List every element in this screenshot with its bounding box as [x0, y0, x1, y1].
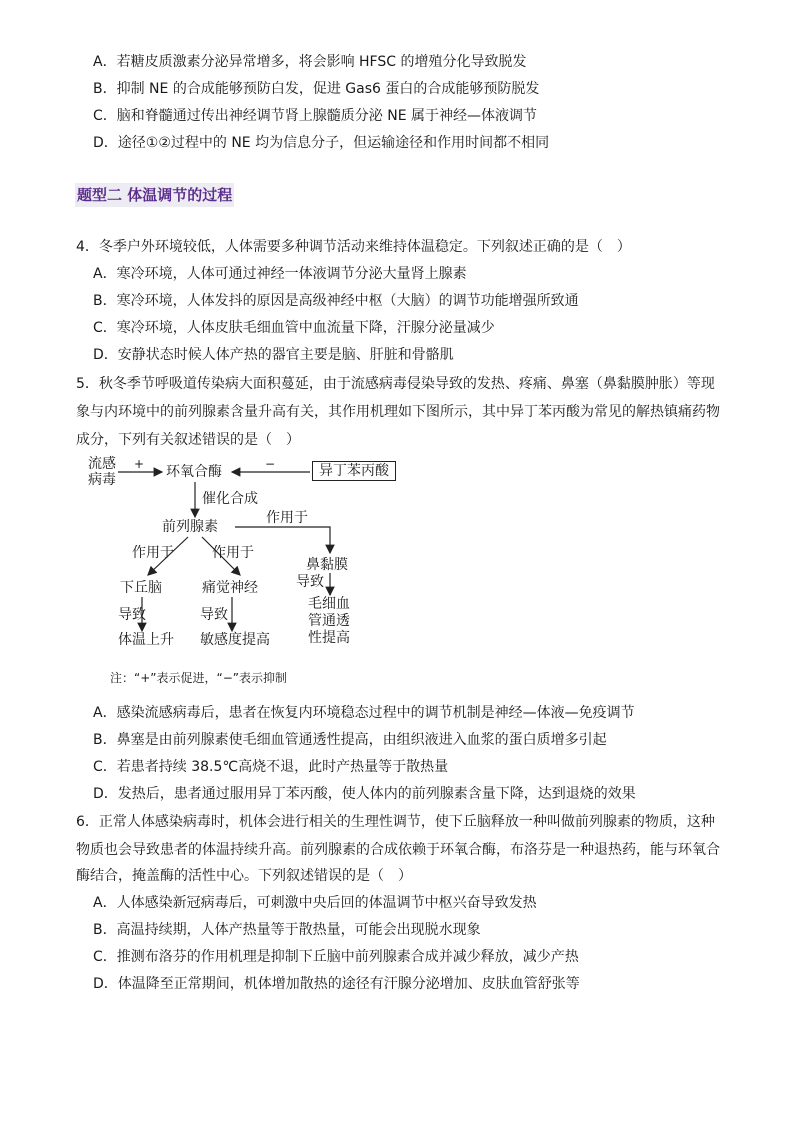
q4-option-a: A．寒冷环境，人体可通过神经一体液调节分泌大量肾上腺素	[93, 266, 467, 282]
leads-label-3: 导致	[296, 574, 324, 590]
q5-stem-line-3: 成分，下列有关叙述错误的是（ ）	[76, 432, 300, 448]
prostaglandin-label: 前列腺素	[162, 519, 218, 535]
q3-option-b: B．抑制 NE 的合成能够预防白发，促进 Gas6 蛋白的合成能够预防脱发	[93, 81, 540, 97]
q5-option-c: C．若患者持续 38.5℃高烧不退，此时产热量等于散热量	[93, 759, 449, 775]
nasal-label: 鼻黏膜	[306, 557, 348, 573]
leads-label-1: 导致	[118, 607, 146, 623]
q6-option-a: A．人体感染新冠病毒后，可刺激中央后回的体温调节中枢兴奋导致发热	[93, 895, 537, 911]
capillary-label-line-1: 毛细血	[308, 596, 350, 612]
q4-option-d: D．安静状态时候人体产热的器官主要是脑、肝脏和骨骼肌	[93, 347, 454, 363]
acts-on-left-label: 作用于	[132, 545, 174, 561]
sensitivity-label: 敏感度提高	[200, 632, 270, 648]
q3-option-a: A．若糖皮质激素分泌异常增多，将会影响 HFSC 的增殖分化导致脱发	[93, 54, 527, 70]
leads-label-2: 导致	[200, 607, 228, 623]
virus-label-line-1: 流感	[88, 456, 116, 472]
capillary-label-line-3: 性提高	[308, 630, 350, 646]
q4-stem: 4．冬季户外环境较低，人体需要多种调节活动来维持体温稳定。下列叙述正确的是（ ）	[76, 239, 631, 255]
q6-option-d: D．体温降至正常期间，机体增加散热的途径有汗腺分泌增加、皮肤血管舒张等	[93, 976, 580, 992]
q5-stem-line-2: 象与内环境中的前列腺素含量升高有关，其作用机理如下图所示，其中异丁苯丙酸为常见的解热镇痛药物	[76, 404, 720, 420]
catalyze-label: 催化合成	[202, 491, 258, 507]
virus-label-line-2: 病毒	[88, 472, 116, 488]
capillary-label-line-2: 管通透	[308, 613, 350, 629]
q5-option-d: D．发热后，患者通过服用异丁苯丙酸，使人体内的前列腺素含量下降，达到退烧的效果	[93, 786, 636, 802]
section-title: 题型二 体温调节的过程	[75, 183, 234, 207]
acts-on-top-label: 作用于	[266, 510, 308, 526]
plus-sign: +	[134, 457, 145, 471]
drug-box: 异丁苯丙酸	[312, 461, 396, 481]
q6-stem-line-2: 物质也会导致患者的体温持续升高。前列腺素的合成依赖于环氧合酶，布洛芬是一种退热药，能与环氧合	[76, 842, 720, 858]
q6-stem-line-3: 酶结合，掩盖酶的活性中心。下列叙述错误的是（ ）	[76, 868, 412, 884]
q4-option-c: C．寒冷环境，人体皮肤毛细血管中血流量下降，汗腺分泌量减少	[93, 320, 495, 336]
acts-on-right-label: 作用于	[212, 545, 254, 561]
diagram-note: 注：“+”表示促进，“−”表示抑制	[110, 671, 287, 685]
q3-option-c: C．脑和脊髓通过传出神经调节肾上腺髓质分泌 NE 属于神经—体液调节	[93, 108, 537, 124]
q3-option-d: D．途径①②过程中的 NE 均为信息分子，但运输途径和作用时间都不相同	[93, 135, 550, 151]
enzyme-label: 环氧合酶	[166, 464, 222, 480]
minus-sign: −	[265, 457, 276, 471]
q6-option-c: C．推测布洛芬的作用机理是抑制下丘脑中前列腺素合成并减少释放，减少产热	[93, 949, 579, 965]
q5-option-b: B．鼻塞是由前列腺素使毛细血管通透性提高，由组织液进入血浆的蛋白质增多引起	[93, 732, 607, 748]
q4-option-b: B．寒冷环境，人体发抖的原因是高级神经中枢（大脑）的调节功能增强所致通	[93, 293, 579, 309]
q5-stem-line-1: 5．秋冬季节呼吸道传染病大面积蔓延，由于流感病毒侵染导致的发热、疼痛、鼻塞（鼻黏膜肿胀）等现	[76, 376, 715, 392]
hypothalamus-label: 下丘脑	[120, 580, 162, 596]
q6-stem-line-1: 6．正常人体感染病毒时，机体会进行相关的生理性调节，使下丘脑释放一种叫做前列腺素的物质，这种	[76, 814, 715, 830]
temp-rise-label: 体温上升	[118, 632, 174, 648]
pain-nerve-label: 痛觉神经	[202, 580, 258, 596]
q5-option-a: A．感染流感病毒后，患者在恢复内环境稳态过程中的调节机制是神经—体液—免疫调节	[93, 705, 635, 721]
q6-option-b: B．高温持续期，人体产热量等于散热量，可能会出现脱水现象	[93, 922, 481, 938]
prostaglandin-mechanism-diagram	[80, 455, 410, 655]
